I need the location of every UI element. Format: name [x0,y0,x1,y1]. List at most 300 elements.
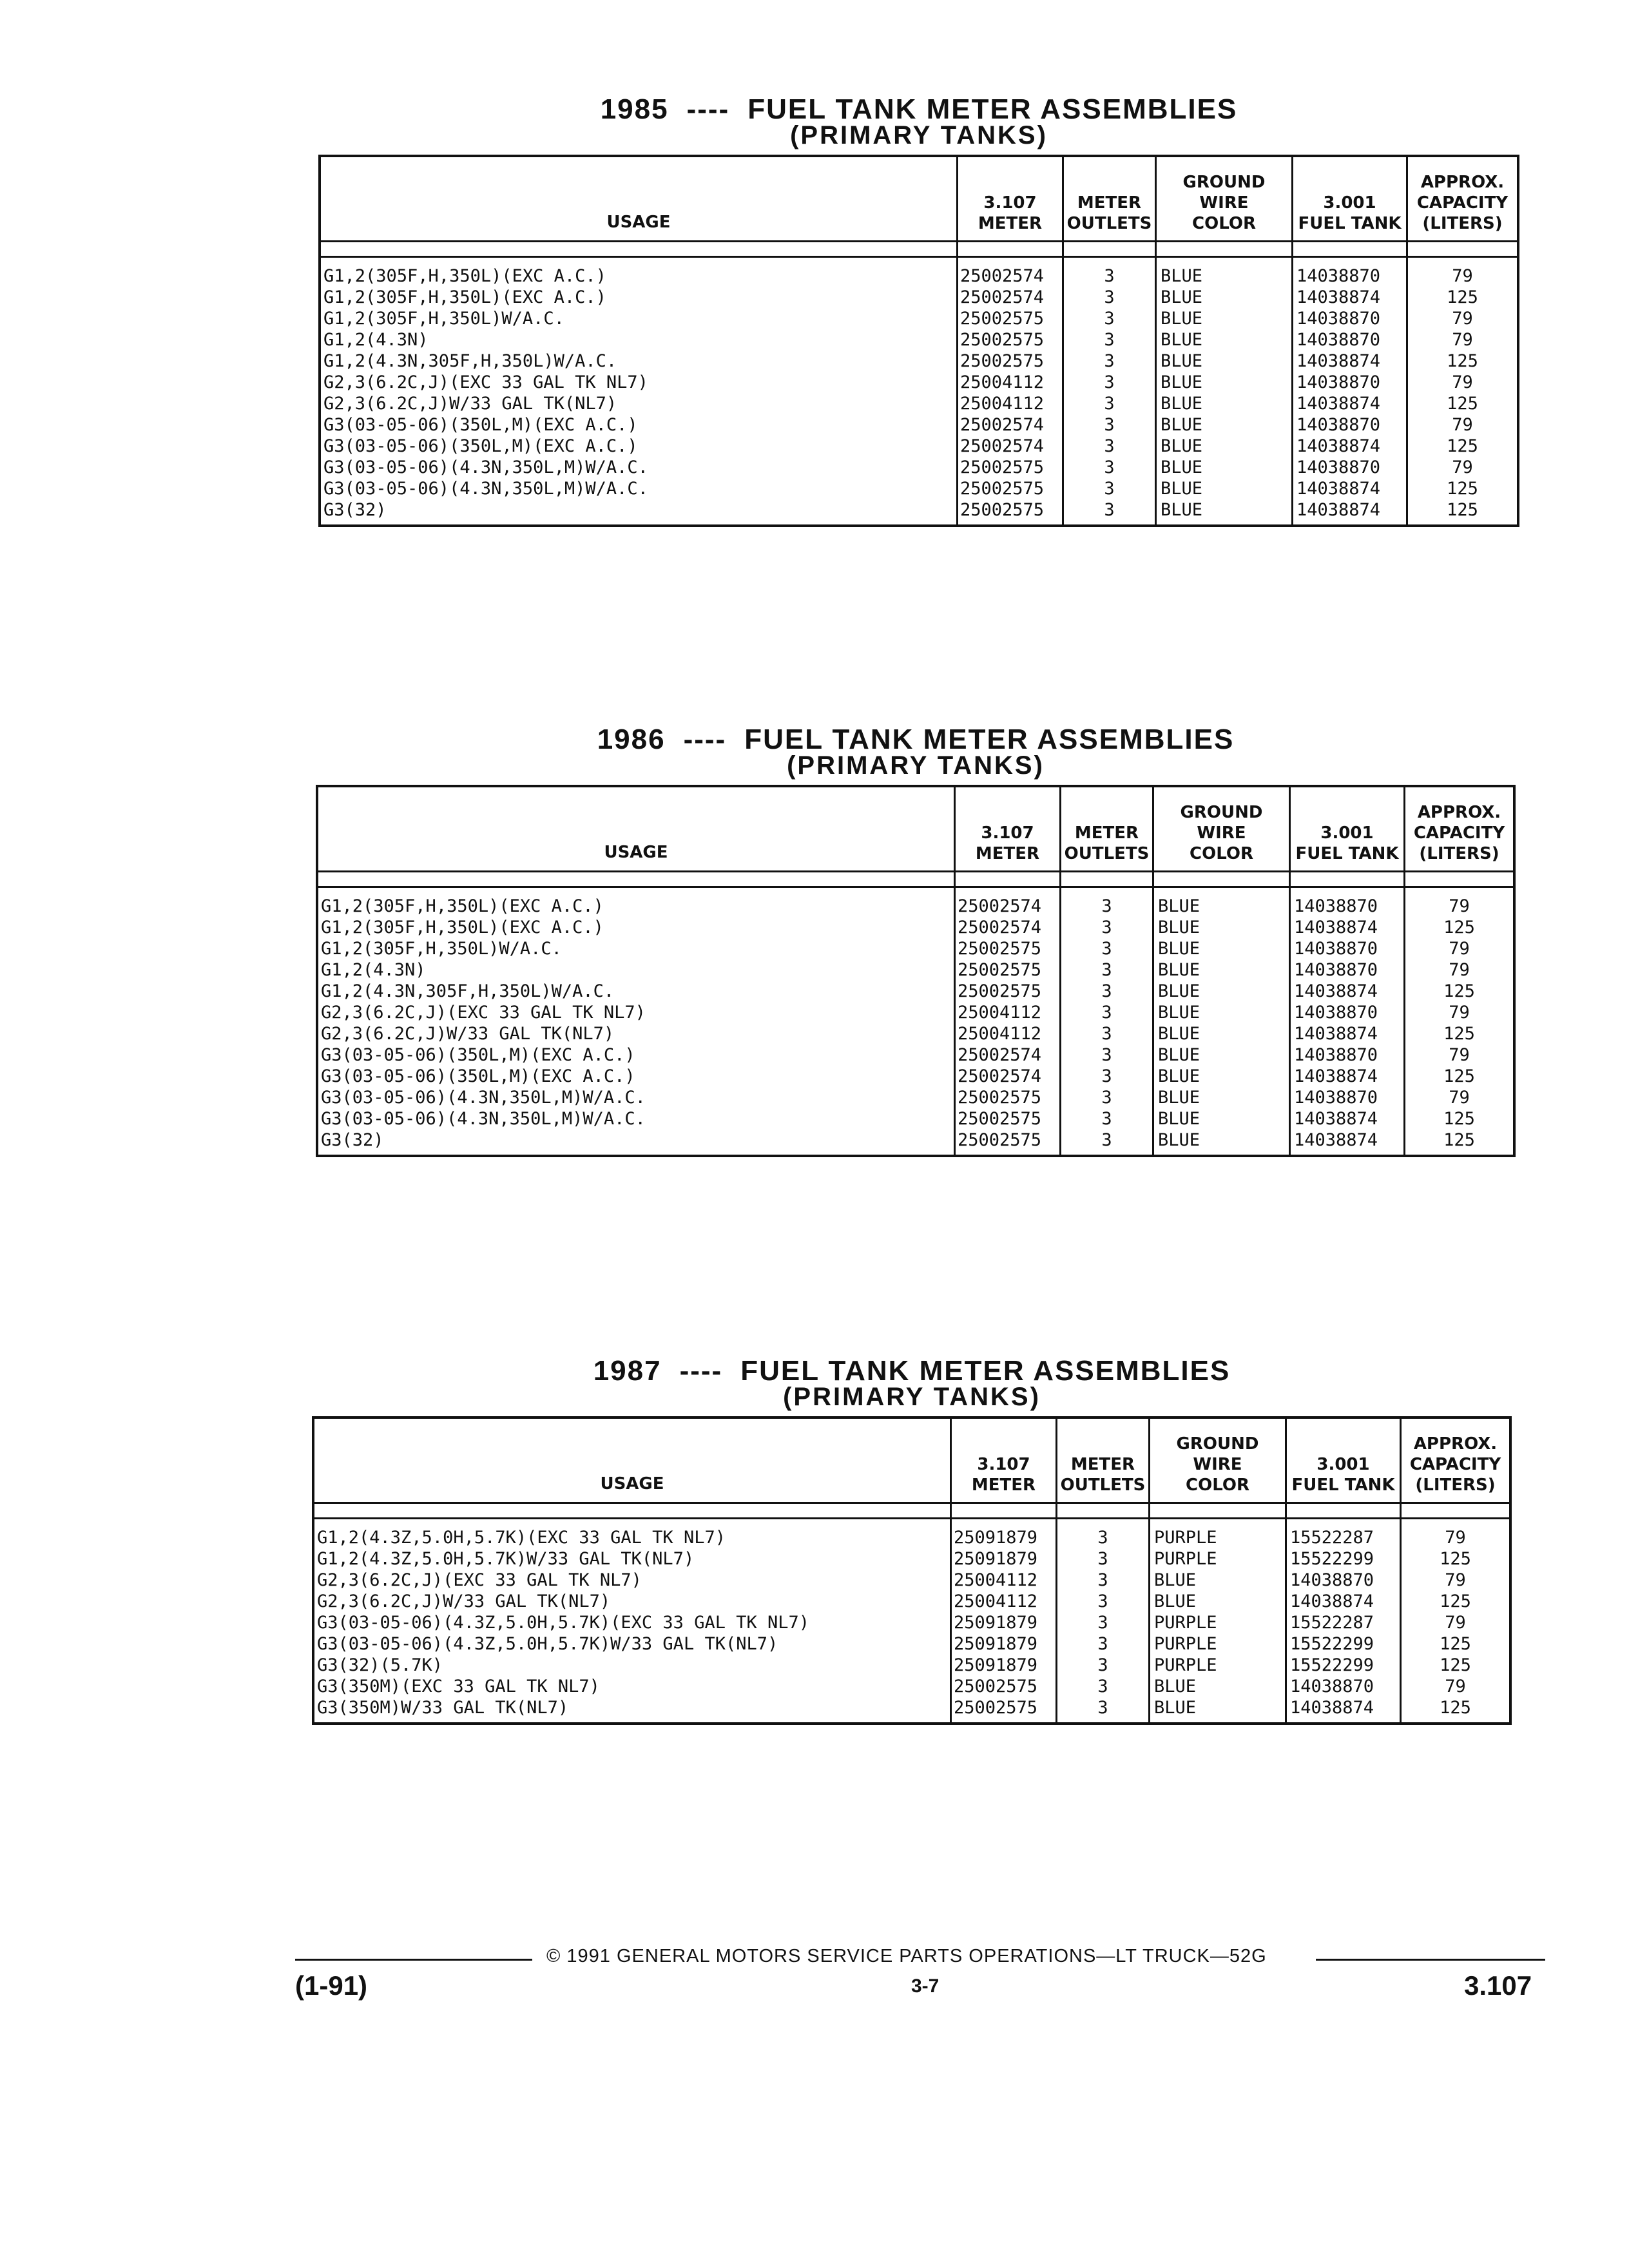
cell-capacity: 79 [1445,1613,1466,1633]
cell-meter-part: 25091879 [954,1655,1038,1675]
cell-tank-part: 14038874 [1294,1109,1378,1129]
cell-meter-part: 25002575 [960,351,1045,371]
cell-wire-color: BLUE [1158,1066,1200,1086]
header-usage-label: USAGE [606,213,671,232]
cell-tank-part: 14038870 [1290,1677,1374,1696]
header-tank-line: FUEL TANK [1298,214,1402,233]
cell-meter-part: 25002575 [958,939,1042,959]
cell-tank-part: 14038874 [1290,1591,1374,1611]
cell-outlets: 3 [1104,309,1115,329]
cell-meter-part: 25002575 [960,479,1045,499]
cell-usage: G2,3(6.2C,J)(EXC 33 GAL TK NL7) [323,372,648,392]
cell-capacity: 79 [1449,896,1470,916]
cell-wire-color: BLUE [1154,1698,1197,1718]
title-text: FUEL TANK METER ASSEMBLIES [740,1355,1231,1387]
cell-tank-part: 14038874 [1296,394,1381,414]
cell-meter-part: 25002574 [960,436,1045,456]
table-row [318,1044,1513,1066]
cell-outlets: 3 [1101,1066,1112,1086]
cell-wire-color: PURPLE [1154,1549,1217,1569]
cell-capacity: 125 [1443,1024,1475,1044]
header-color-line: COLOR [1190,844,1253,863]
cell-outlets: 3 [1104,330,1115,350]
cell-meter-part: 25091879 [954,1634,1038,1654]
cell-capacity: 79 [1449,1088,1470,1108]
table-row [321,457,1517,478]
table-row [314,1527,1509,1548]
cell-tank-part: 14038870 [1296,415,1381,435]
cell-meter-part: 25004112 [958,1003,1042,1023]
header-capacity-line: CAPACITY [1416,193,1509,213]
header-capacity [1406,157,1517,240]
table-row [321,265,1517,287]
cell-meter-part: 25091879 [954,1549,1038,1569]
header-outlets-line: METER [1074,823,1139,843]
parts-table [312,1416,1512,1725]
header-color-line: GROUND [1180,803,1263,822]
header-tank [1289,787,1403,870]
header-tank-line: FUEL TANK [1295,844,1399,863]
cell-tank-part: 14038874 [1296,436,1381,456]
header-meter-line: 3.107 [977,1455,1030,1474]
header-separator [314,1504,1509,1519]
parts-table [318,155,1519,527]
cell-usage: G3(03-05-06)(350L,M)(EXC A.C.) [321,1066,635,1086]
cell-meter-part: 25002575 [958,981,1042,1001]
header-usage-label: USAGE [600,1474,664,1494]
cell-capacity: 79 [1449,960,1470,980]
cell-capacity: 125 [1447,394,1478,414]
table-row [314,1591,1509,1612]
cell-meter-part: 25002574 [958,918,1042,937]
cell-capacity: 125 [1443,1066,1475,1086]
header-capacity-line: (LITERS) [1419,844,1499,863]
header-tank-line: 3.001 [1323,193,1376,213]
table-section-1985 [318,93,1519,527]
table-header [314,1419,1509,1504]
cell-usage: G3(03-05-06)(4.3N,350L,M)W/A.C. [321,1088,646,1108]
cell-wire-color: PURPLE [1154,1655,1217,1675]
cell-capacity: 79 [1449,939,1470,959]
header-separator [321,242,1517,258]
header-usage-label: USAGE [604,843,668,862]
title-dash: ---- [679,1355,723,1387]
cell-meter-part: 25002575 [958,1088,1042,1108]
cell-meter-part: 25004112 [954,1591,1038,1611]
header-meter-line: METER [978,214,1043,233]
cell-tank-part: 14038870 [1296,266,1381,286]
cell-wire-color: PURPLE [1154,1528,1217,1548]
cell-usage: G3(03-05-06)(350L,M)(EXC A.C.) [323,436,638,456]
cell-usage: G1,2(4.3Z,5.0H,5.7K)W/33 GAL TK(NL7) [317,1549,695,1569]
header-color-line: WIRE [1197,823,1246,843]
header-outlets [1055,1419,1148,1502]
header-usage [321,157,956,240]
cell-meter-part: 25004112 [958,1024,1042,1044]
header-capacity-line: APPROX. [1417,803,1501,822]
cell-capacity: 125 [1440,1655,1471,1675]
header-outlets-line: METER [1077,193,1142,213]
cell-meter-part: 25091879 [954,1528,1038,1548]
cell-outlets: 3 [1104,287,1115,307]
cell-meter-part: 25002575 [958,960,1042,980]
cell-meter-part: 25002575 [954,1677,1038,1696]
table-row [318,917,1513,938]
header-meter-line: 3.107 [981,823,1034,843]
cell-usage: G1,2(4.3N,305F,H,350L)W/A.C. [323,351,617,371]
cell-outlets: 3 [1097,1591,1108,1611]
cell-meter-part: 25002574 [960,287,1045,307]
cell-meter-part: 25002575 [960,309,1045,329]
header-separator [318,872,1513,888]
table-title [312,1355,1512,1387]
table-header [318,787,1513,872]
table-row [318,896,1513,917]
header-capacity [1400,1419,1509,1502]
cell-wire-color: BLUE [1158,1003,1200,1023]
title-year: 1986 [597,724,666,755]
title-year: 1987 [593,1355,662,1387]
footer-rule-right [1316,1959,1545,1961]
cell-wire-color: BLUE [1161,287,1203,307]
header-capacity-line: CAPACITY [1413,823,1505,843]
cell-wire-color: BLUE [1158,896,1200,916]
table-section-1986 [316,724,1516,1157]
table-row [318,959,1513,981]
table-subtitle: (PRIMARY TANKS) [790,121,1048,149]
cell-wire-color: BLUE [1158,939,1200,959]
table-row [321,287,1517,308]
cell-meter-part: 25002575 [958,1109,1042,1129]
cell-tank-part: 15522299 [1290,1634,1374,1654]
header-usage [314,1419,950,1502]
cell-outlets: 3 [1101,896,1112,916]
header-tank-line: 3.001 [1316,1455,1370,1474]
cell-usage: G1,2(305F,H,350L)(EXC A.C.) [321,896,604,916]
cell-outlets: 3 [1097,1528,1108,1548]
header-capacity-line: (LITERS) [1415,1475,1496,1495]
title-text: FUEL TANK METER ASSEMBLIES [747,93,1238,125]
cell-meter-part: 25004112 [960,372,1045,392]
header-capacity-line: (LITERS) [1422,214,1503,233]
cell-capacity: 125 [1447,436,1478,456]
cell-tank-part: 14038870 [1294,896,1378,916]
table-row [314,1612,1509,1633]
cell-wire-color: BLUE [1158,1088,1200,1108]
header-outlets-line: METER [1070,1455,1135,1474]
table-row [321,329,1517,351]
cell-outlets: 3 [1104,457,1115,477]
cell-wire-color: BLUE [1158,1045,1200,1065]
header-meter [950,1419,1055,1502]
cell-capacity: 79 [1452,372,1473,392]
cell-capacity: 79 [1445,1677,1466,1696]
header-tank-line: 3.001 [1320,823,1374,843]
cell-wire-color: BLUE [1158,1109,1200,1129]
cell-tank-part: 15522299 [1290,1655,1374,1675]
table-row [314,1548,1509,1570]
cell-meter-part: 25004112 [954,1570,1038,1590]
table-row [318,1002,1513,1023]
parts-table [316,785,1516,1157]
cell-usage: G1,2(305F,H,350L)(EXC A.C.) [323,287,606,307]
title-dash: ---- [686,93,730,125]
cell-capacity: 79 [1449,1045,1470,1065]
cell-outlets: 3 [1101,1045,1112,1065]
cell-outlets: 3 [1101,960,1112,980]
cell-usage: G2,3(6.2C,J)W/33 GAL TK(NL7) [321,1024,615,1044]
footer-revision-code: (1-91) [295,1970,368,2001]
cell-meter-part: 25002574 [960,415,1045,435]
title-dash: ---- [683,724,727,755]
header-color-line: COLOR [1192,214,1256,233]
cell-usage: G2,3(6.2C,J)(EXC 33 GAL TK NL7) [321,1003,646,1023]
cell-tank-part: 14038870 [1294,1088,1378,1108]
cell-meter-part: 25002574 [958,1066,1042,1086]
title-text: FUEL TANK METER ASSEMBLIES [744,724,1235,755]
table-row [321,436,1517,457]
header-capacity-line: APPROX. [1413,1434,1498,1454]
cell-usage: G3(03-05-06)(350L,M)(EXC A.C.) [321,1045,635,1065]
header-capacity-line: APPROX. [1420,173,1505,192]
cell-tank-part: 14038874 [1294,981,1378,1001]
cell-usage: G1,2(305F,H,350L)(EXC A.C.) [321,918,604,937]
cell-capacity: 125 [1440,1634,1471,1654]
cell-wire-color: BLUE [1158,918,1200,937]
cell-wire-color: BLUE [1161,372,1203,392]
title-year: 1985 [600,93,669,125]
cell-usage: G1,2(4.3N,305F,H,350L)W/A.C. [321,981,615,1001]
table-row [318,1023,1513,1044]
cell-outlets: 3 [1104,479,1115,499]
cell-usage: G3(03-05-06)(4.3Z,5.0H,5.7K)(EXC 33 GAL TK NL7) [317,1613,810,1633]
cell-outlets: 3 [1104,266,1115,286]
cell-outlets: 3 [1101,939,1112,959]
cell-tank-part: 14038870 [1294,939,1378,959]
cell-capacity: 125 [1440,1698,1471,1718]
header-usage [318,787,954,870]
cell-meter-part: 25004112 [960,394,1045,414]
cell-capacity: 79 [1445,1570,1466,1590]
cell-usage: G1,2(4.3N) [321,960,426,980]
cell-wire-color: BLUE [1161,266,1203,286]
cell-wire-color: BLUE [1161,394,1203,414]
cell-wire-color: BLUE [1161,500,1203,520]
header-tank-line: FUEL TANK [1291,1475,1395,1495]
table-title [316,724,1516,755]
footer-rule-left [295,1959,532,1961]
header-meter [956,157,1062,240]
cell-wire-color: PURPLE [1154,1613,1217,1633]
cell-capacity: 79 [1449,1003,1470,1023]
cell-usage: G3(03-05-06)(350L,M)(EXC A.C.) [323,415,638,435]
header-outlets [1062,157,1155,240]
cell-usage: G1,2(305F,H,350L)W/A.C. [321,939,562,959]
header-capacity [1403,787,1513,870]
cell-usage: G3(32) [323,500,387,520]
cell-wire-color: PURPLE [1154,1634,1217,1654]
header-color [1148,1419,1285,1502]
header-color-line: COLOR [1186,1475,1249,1495]
cell-outlets: 3 [1097,1570,1108,1590]
cell-outlets: 3 [1101,1109,1112,1129]
table-row [318,1066,1513,1087]
cell-outlets: 3 [1104,351,1115,371]
cell-wire-color: BLUE [1154,1591,1197,1611]
header-meter-line: METER [971,1475,1036,1495]
cell-outlets: 3 [1101,981,1112,1001]
cell-outlets: 3 [1097,1677,1108,1696]
cell-tank-part: 15522287 [1290,1528,1374,1548]
table-row [314,1697,1509,1718]
cell-wire-color: BLUE [1161,415,1203,435]
table-row [321,372,1517,393]
table-row [321,478,1517,499]
header-tank [1285,1419,1400,1502]
cell-usage: G3(32) [321,1130,384,1150]
table-row [314,1676,1509,1697]
cell-tank-part: 14038870 [1296,330,1381,350]
cell-outlets: 3 [1097,1549,1108,1569]
cell-wire-color: BLUE [1158,960,1200,980]
header-color-line: GROUND [1176,1434,1259,1454]
cell-outlets: 3 [1097,1655,1108,1675]
table-row [321,414,1517,436]
cell-outlets: 3 [1097,1634,1108,1654]
table-row [318,1129,1513,1151]
cell-tank-part: 14038874 [1296,351,1381,371]
cell-capacity: 125 [1447,351,1478,371]
cell-meter-part: 25002575 [960,457,1045,477]
cell-wire-color: BLUE [1161,309,1203,329]
table-row [314,1655,1509,1676]
header-meter-line: METER [975,844,1040,863]
cell-tank-part: 15522299 [1290,1549,1374,1569]
cell-meter-part: 25002575 [960,330,1045,350]
header-color [1152,787,1289,870]
table-subtitle: (PRIMARY TANKS) [783,1383,1041,1411]
cell-capacity: 79 [1452,309,1473,329]
cell-usage: G3(350M)W/33 GAL TK(NL7) [317,1698,569,1718]
table-row [318,938,1513,959]
cell-outlets: 3 [1101,1003,1112,1023]
cell-capacity: 79 [1445,1528,1466,1548]
cell-usage: G3(350M)(EXC 33 GAL TK NL7) [317,1677,600,1696]
cell-outlets: 3 [1097,1698,1108,1718]
table-row [321,393,1517,414]
cell-usage: G3(03-05-06)(4.3N,350L,M)W/A.C. [323,479,648,499]
footer-section-number: 3.107 [1464,1970,1532,2001]
header-outlets-line: OUTLETS [1066,214,1152,233]
cell-usage: G1,2(4.3N) [323,330,429,350]
cell-tank-part: 14038870 [1296,457,1381,477]
table-section-1987 [312,1355,1512,1725]
cell-tank-part: 14038870 [1290,1570,1374,1590]
cell-wire-color: BLUE [1161,330,1203,350]
header-color-line: WIRE [1193,1455,1242,1474]
cell-wire-color: BLUE [1161,351,1203,371]
cell-usage: G1,2(305F,H,350L)W/A.C. [323,309,564,329]
cell-usage: G2,3(6.2C,J)W/33 GAL TK(NL7) [317,1591,611,1611]
cell-tank-part: 14038874 [1296,479,1381,499]
cell-outlets: 3 [1104,436,1115,456]
cell-outlets: 3 [1104,500,1115,520]
cell-outlets: 3 [1104,372,1115,392]
cell-capacity: 125 [1440,1591,1471,1611]
cell-tank-part: 14038874 [1296,500,1381,520]
cell-meter-part: 25002575 [958,1130,1042,1150]
cell-tank-part: 14038870 [1296,309,1381,329]
cell-wire-color: BLUE [1158,1130,1200,1150]
cell-tank-part: 15522287 [1290,1613,1374,1633]
table-row [318,981,1513,1002]
cell-tank-part: 14038874 [1290,1698,1374,1718]
header-outlets-line: OUTLETS [1060,1475,1146,1495]
cell-capacity: 79 [1452,415,1473,435]
cell-capacity: 125 [1447,500,1478,520]
footer-page-number: 3-7 [911,1975,940,1997]
cell-wire-color: BLUE [1161,436,1203,456]
footer-copyright: © 1991 GENERAL MOTORS SERVICE PARTS OPERATIONS—LT TRUCK—52G [546,1946,1267,1966]
table-row [321,308,1517,329]
header-meter [954,787,1059,870]
cell-capacity: 125 [1447,287,1478,307]
cell-usage: G1,2(4.3Z,5.0H,5.7K)(EXC 33 GAL TK NL7) [317,1528,726,1548]
cell-tank-part: 14038874 [1294,1066,1378,1086]
cell-usage: G3(03-05-06)(4.3Z,5.0H,5.7K)W/33 GAL TK(NL7) [317,1634,778,1654]
header-color [1155,157,1291,240]
cell-outlets: 3 [1104,394,1115,414]
cell-capacity: 79 [1452,330,1473,350]
cell-capacity: 125 [1443,1130,1475,1150]
cell-tank-part: 14038874 [1294,918,1378,937]
cell-outlets: 3 [1101,1088,1112,1108]
table-row [314,1570,1509,1591]
cell-usage: G2,3(6.2C,J)W/33 GAL TK(NL7) [323,394,617,414]
cell-outlets: 3 [1101,1024,1112,1044]
table-row [318,1087,1513,1108]
table-title [318,93,1519,125]
cell-tank-part: 14038874 [1294,1130,1378,1150]
header-outlets [1059,787,1152,870]
cell-capacity: 125 [1443,1109,1475,1129]
cell-tank-part: 14038870 [1294,1045,1378,1065]
cell-usage: G3(03-05-06)(4.3N,350L,M)W/A.C. [321,1109,646,1129]
cell-capacity: 79 [1452,457,1473,477]
cell-wire-color: BLUE [1154,1677,1197,1696]
cell-tank-part: 14038870 [1294,1003,1378,1023]
table-header [321,157,1517,242]
cell-tank-part: 14038874 [1294,1024,1378,1044]
cell-usage: G3(32)(5.7K) [317,1655,443,1675]
header-capacity-line: CAPACITY [1409,1455,1501,1474]
table-row [321,499,1517,521]
cell-outlets: 3 [1097,1613,1108,1633]
table-row [318,1108,1513,1129]
cell-meter-part: 25002574 [958,1045,1042,1065]
table-row [321,351,1517,372]
cell-meter-part: 25002575 [960,500,1045,520]
cell-capacity: 125 [1443,918,1475,937]
cell-usage: G2,3(6.2C,J)(EXC 33 GAL TK NL7) [317,1570,642,1590]
header-outlets-line: OUTLETS [1064,844,1150,863]
cell-wire-color: BLUE [1161,457,1203,477]
header-tank [1291,157,1406,240]
cell-usage: G1,2(305F,H,350L)(EXC A.C.) [323,266,606,286]
cell-tank-part: 14038870 [1296,372,1381,392]
cell-usage: G3(03-05-06)(4.3N,350L,M)W/A.C. [323,457,648,477]
cell-wire-color: BLUE [1158,981,1200,1001]
